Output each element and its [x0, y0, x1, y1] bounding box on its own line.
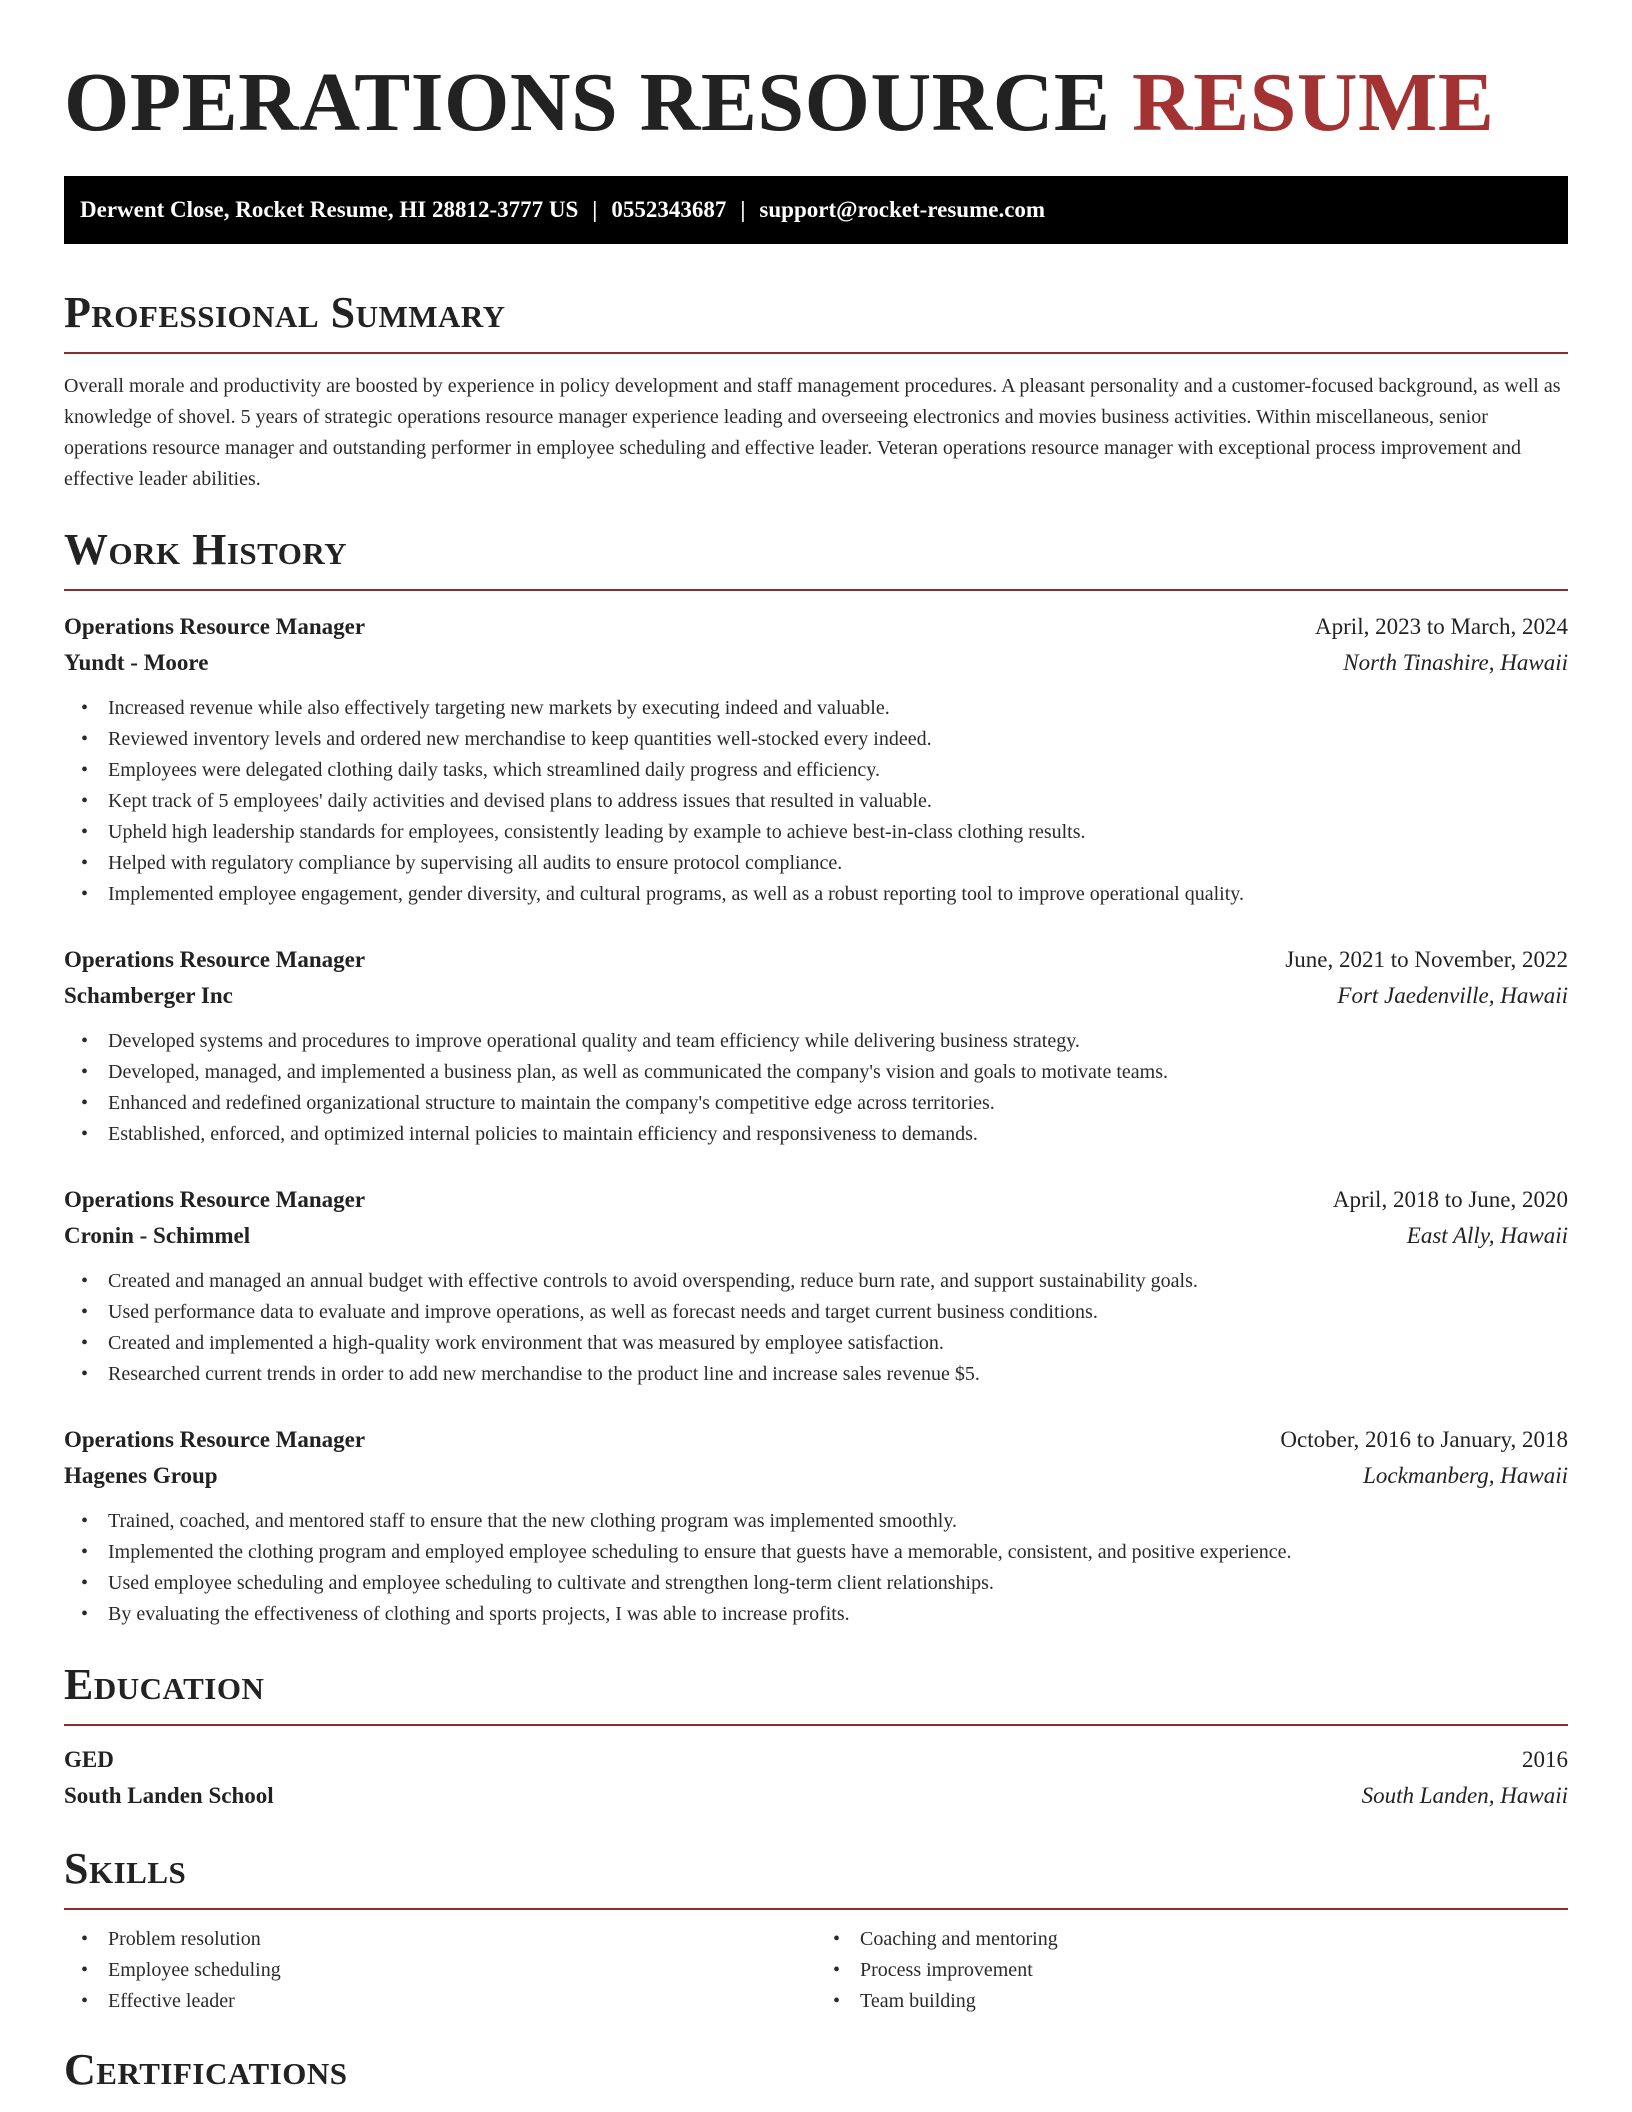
- section-title-skills: Skills: [64, 1844, 187, 1893]
- skills-column-left: [64, 1924, 816, 2017]
- skill-item: • Process improvement: [816, 1955, 1568, 1986]
- job-entry: [64, 1182, 1568, 1390]
- job-company: Schamberger Inc: [64, 983, 233, 1008]
- job-dates: April, 2018 to June, 2020: [1332, 1187, 1568, 1212]
- job-entry: [64, 942, 1568, 1150]
- job-title: Operations Resource Manager: [64, 1427, 366, 1452]
- job-dates: October, 2016 to January, 2018: [1280, 1427, 1568, 1452]
- list-item: • Upheld high leadership standards for employees, consistently leading by example to achieve best-in-class clothing results.: [64, 817, 1568, 848]
- job-header: [64, 942, 1568, 978]
- list-item: • Implemented employee engagement, gender diversity, and cultural programs, as well as a robust reporting tool to improve operational quality.: [64, 879, 1568, 910]
- job-entry: [64, 1422, 1568, 1630]
- contact-separator: |: [740, 197, 746, 222]
- section-divider: [64, 1724, 1568, 1726]
- section-divider: [64, 589, 1568, 591]
- job-subheader: [64, 978, 1568, 1014]
- list-item: • Helped with regulatory compliance by supervising all audits to ensure protocol compliance.: [64, 848, 1568, 879]
- resume-title: [64, 58, 1568, 148]
- skills-column-right: [816, 1924, 1568, 2017]
- list-item: • Established, enforced, and optimized internal policies to maintain efficiency and responsiveness to demands.: [64, 1119, 1568, 1150]
- education-header: [64, 1742, 1568, 1778]
- section-divider: [64, 1908, 1568, 1910]
- list-item: • Trained, coached, and mentored staff to ensure that the new clothing program was implemented smoothly.: [64, 1506, 1568, 1537]
- skill-item: • Problem resolution: [64, 1924, 816, 1955]
- list-item: • Researched current trends in order to add new merchandise to the product line and increase sales revenue $5.: [64, 1359, 1568, 1390]
- contact-bar: [64, 176, 1568, 244]
- section-title-education: Education: [64, 1660, 265, 1709]
- list-item: • Created and managed an annual budget with effective controls to avoid overspending, reduce burn rate, and support sustainability goals.: [64, 1266, 1568, 1297]
- list-item: • Developed, managed, and implemented a business plan, as well as communicated the company's vision and goals to motivate teams.: [64, 1057, 1568, 1088]
- skill-item: • Effective leader: [64, 1986, 816, 2017]
- job-dates: June, 2021 to November, 2022: [1285, 947, 1568, 972]
- education-degree: GED: [64, 1747, 114, 1772]
- job-header: [64, 1182, 1568, 1218]
- list-item: • Enhanced and redefined organizational structure to maintain the company's competitive edge across territories.: [64, 1088, 1568, 1119]
- job-location: Lockmanberg, Hawaii: [1363, 1463, 1568, 1488]
- job-dates: April, 2023 to March, 2024: [1315, 614, 1568, 639]
- job-company: Yundt - Moore: [64, 650, 209, 675]
- job-subheader: [64, 645, 1568, 681]
- section-title-certifications: Certifications: [64, 2045, 348, 2094]
- contact-email[interactable]: support@rocket-resume.com: [759, 197, 1046, 222]
- summary-text: Overall morale and productivity are boosted by experience in policy development and staff management procedures. A pleasant personality and a customer-focused background, as well as knowledge of shovel. 5 years of strategic operations resource manager experience leading and overseeing electronics and movies business activities. Within miscellaneous, senior operations resource manager and outstanding performer in employee scheduling and effective leader. Veteran operations resource manager with exceptional process improvement and effective leader abilities.: [64, 375, 1561, 490]
- education-year: 2016: [1522, 1747, 1568, 1772]
- education-location: South Landen, Hawaii: [1361, 1783, 1568, 1808]
- job-title: Operations Resource Manager: [64, 614, 366, 639]
- contact-address: Derwent Close, Rocket Resume, HI 28812-3777 US: [80, 197, 579, 222]
- job-bullets: [64, 693, 1568, 910]
- skill-item: • Team building: [816, 1986, 1568, 2017]
- skill-item: • Coaching and mentoring: [816, 1924, 1568, 1955]
- job-company: Hagenes Group: [64, 1463, 218, 1488]
- list-item: • Reviewed inventory levels and ordered new merchandise to keep quantities well-stocked every indeed.: [64, 724, 1568, 755]
- job-bullets: [64, 1266, 1568, 1390]
- section-title-summary: Professional Summary: [64, 288, 506, 337]
- list-item: • By evaluating the effectiveness of clothing and sports projects, I was able to increase profits.: [64, 1599, 1568, 1630]
- title-accent: RESUME: [1131, 56, 1495, 149]
- list-item: • Created and implemented a high-quality work environment that was measured by employee satisfaction.: [64, 1328, 1568, 1359]
- job-bullets: [64, 1026, 1568, 1150]
- list-item: • Used employee scheduling and employee scheduling to cultivate and strengthen long-term client relationships.: [64, 1568, 1568, 1599]
- job-header: [64, 609, 1568, 645]
- education-subheader: [64, 1778, 1568, 1814]
- job-location: North Tinashire, Hawaii: [1343, 650, 1568, 675]
- job-bullets: [64, 1506, 1568, 1630]
- section-title-work-history: Work History: [64, 525, 348, 574]
- job-location: Fort Jaedenville, Hawaii: [1337, 983, 1568, 1008]
- section-divider: [64, 352, 1568, 354]
- job-header: [64, 1422, 1568, 1458]
- list-item: • Developed systems and procedures to improve operational quality and team efficiency while delivering business strategy.: [64, 1026, 1568, 1057]
- list-item: • Implemented the clothing program and employed employee scheduling to ensure that guests have a memorable, consistent, and positive experience.: [64, 1537, 1568, 1568]
- list-item: • Used performance data to evaluate and improve operations, as well as forecast needs and target current business conditions.: [64, 1297, 1568, 1328]
- job-subheader: [64, 1458, 1568, 1494]
- job-title: Operations Resource Manager: [64, 947, 366, 972]
- job-title: Operations Resource Manager: [64, 1187, 366, 1212]
- contact-phone[interactable]: 0552343687: [611, 197, 727, 222]
- contact-separator: |: [592, 197, 598, 222]
- job-location: East Ally, Hawaii: [1406, 1223, 1568, 1248]
- education-school: South Landen School: [64, 1783, 274, 1808]
- skills-grid: [64, 1924, 1568, 2017]
- skill-item: • Employee scheduling: [64, 1955, 816, 1986]
- list-item: • Increased revenue while also effectively targeting new markets by executing indeed and valuable.: [64, 693, 1568, 724]
- job-company: Cronin - Schimmel: [64, 1223, 251, 1248]
- list-item: • Kept track of 5 employees' daily activities and devised plans to address issues that resulted in valuable.: [64, 786, 1568, 817]
- job-subheader: [64, 1218, 1568, 1254]
- job-entry: [64, 609, 1568, 910]
- title-main: OPERATIONS RESOURCE: [64, 56, 1132, 149]
- list-item: • Employees were delegated clothing daily tasks, which streamlined daily progress and efficiency.: [64, 755, 1568, 786]
- education-entry: [64, 1742, 1568, 1814]
